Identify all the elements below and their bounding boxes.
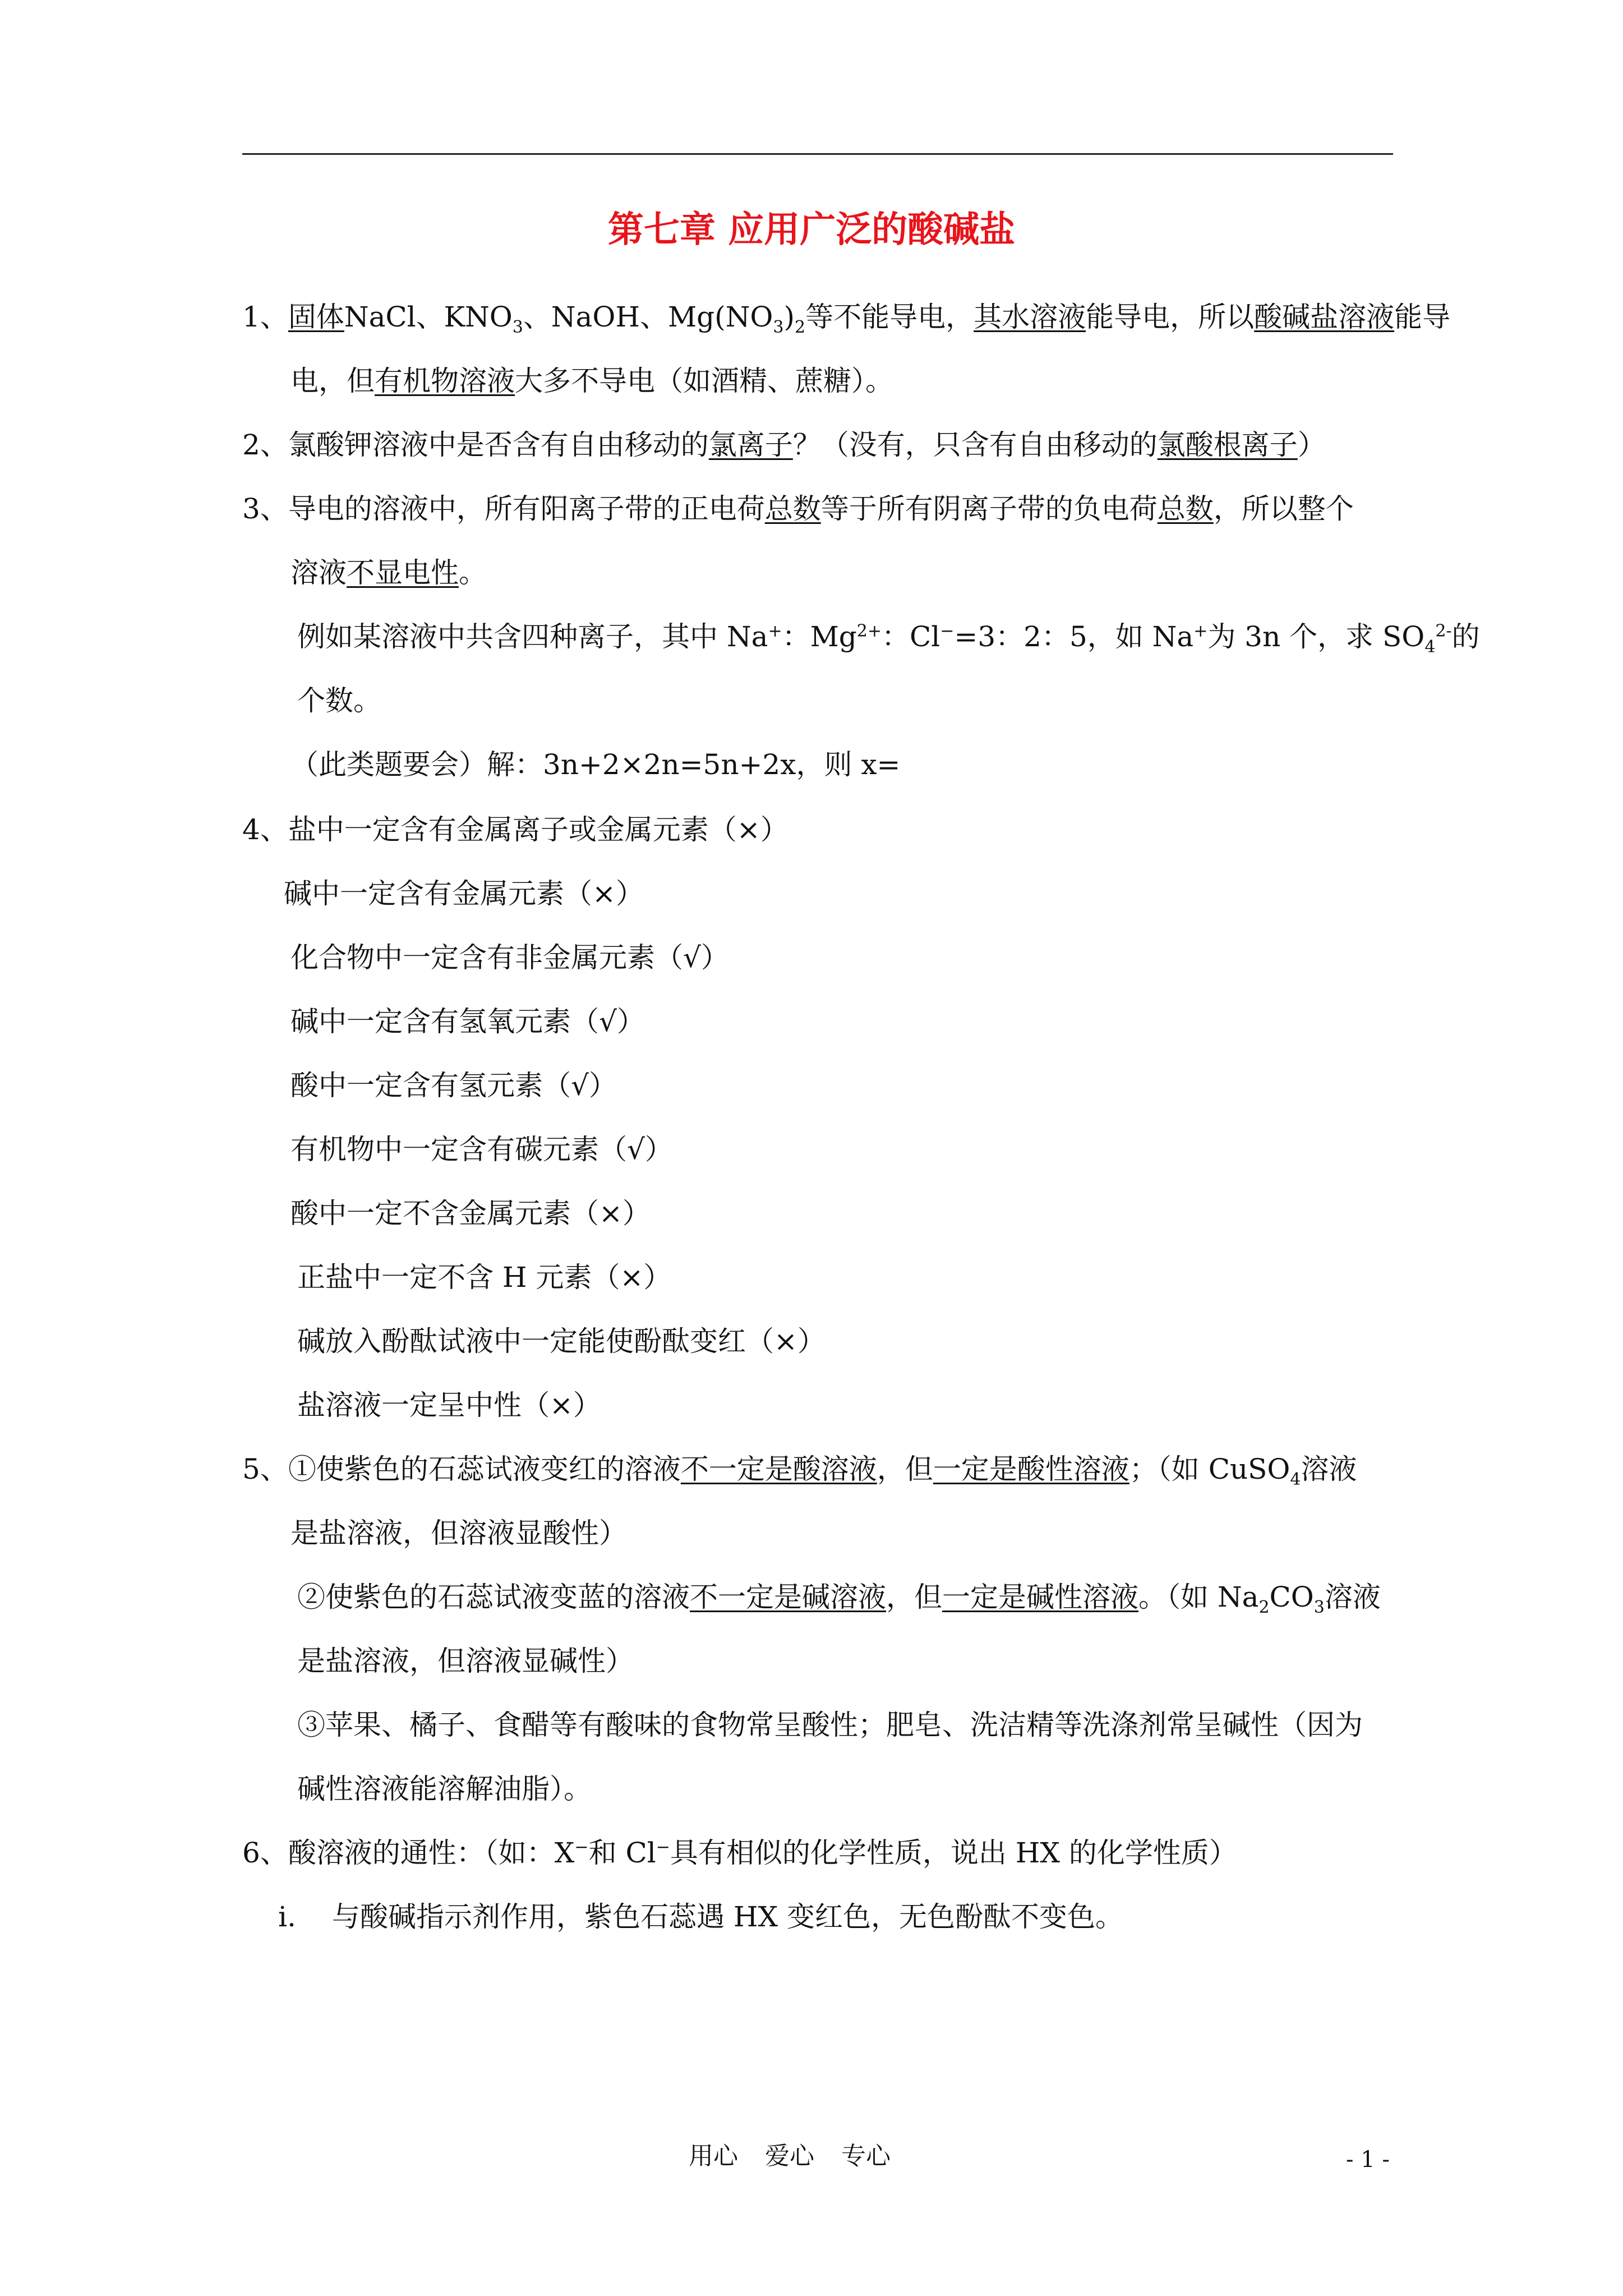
- q1-line2: 电，但有机物溶液大多不导电（如酒精、蔗糖）。: [291, 365, 893, 397]
- q4-item-7: 酸中一定不含金属元素（×）: [291, 1197, 651, 1230]
- q3-example: 例如某溶液中共含四种离子，其中 Na+：$Mg^{2+}$：Cl−=3：2：5，如 Na+为 3n 个，求 $SO_4^{2-}$的: [297, 620, 1480, 657]
- q4-item-5: 酸中一定含有氢元素（√）: [291, 1069, 617, 1102]
- q6-heading: 6、酸溶液的通性：（如：X−和 Cl−具有相似的化学性质，说出 HX 的化学性质）: [242, 1837, 1237, 1869]
- q5-p2-line1: ②使紫色的石蕊试液变蓝的溶液不一定是碱溶液，但一定是碱性溶液。（如 $Na_2CO_3$溶液: [297, 1581, 1381, 1617]
- q4-item-1: 4、盐中一定含有金属离子或金属元素（×）: [242, 813, 789, 846]
- chapter-title: 第七章 应用广泛的酸碱盐: [607, 209, 1016, 251]
- q4-item-9: 碱放入酚酞试液中一定能使酚酞变红（×）: [297, 1325, 826, 1358]
- q3-example-line2: 个数。: [297, 684, 381, 717]
- q4-item-3: 化合物中一定含有非金属元素（√）: [291, 941, 729, 974]
- q5-p1-line2: 是盐溶液，但溶液显酸性）: [291, 1517, 627, 1549]
- q3-line2: 溶液不显电性。: [291, 556, 487, 589]
- q1-line1: 1、固体NaCl、$KNO_3$、NaOH、$Mg(NO_3)_2$等不能导电，其水溶液能导电，所以酸碱盐溶液能导: [242, 301, 1451, 337]
- q2-line: 2、氯酸钾溶液中是否含有自由移动的氯离子？（没有，只含有自由移动的氯酸根离子）: [242, 429, 1326, 461]
- page-number: - 1 -: [1346, 2147, 1390, 2173]
- q6-item-i: i. 与酸碱指示剂作用，紫色石蕊遇 HX 变红色，无色酚酞不变色。: [278, 1901, 1123, 1933]
- page-footer: 用心 爱心 专心: [689, 2142, 891, 2170]
- q3-solution: （此类题要会）解：3n+2×2n=5n+2x，则 x=: [291, 748, 901, 781]
- q4-item-4: 碱中一定含有氢氧元素（√）: [291, 1005, 645, 1038]
- q4-item-2: 碱中一定含有金属元素（×）: [284, 877, 644, 910]
- q4-item-10: 盐溶液一定呈中性（×）: [297, 1389, 601, 1421]
- q5-p1-line1: 5、①使紫色的石蕊试液变红的溶液不一定是酸溶液，但一定是酸性溶液；（如 CuSO$_4$溶液: [242, 1453, 1357, 1489]
- q5-p3-line1: ③苹果、橘子、食醋等有酸味的食物常呈酸性；肥皂、洗洁精等洗涤剂常呈碱性（因为: [297, 1709, 1363, 1741]
- q4-item-8: 正盐中一定不含 H 元素（×）: [297, 1261, 672, 1294]
- q3-line1: 3、导电的溶液中，所有阳离子带的正电荷总数等于所有阴离子带的负电荷总数，所以整个: [242, 493, 1354, 525]
- q4-item-6: 有机物中一定含有碳元素（√）: [291, 1133, 673, 1166]
- q5-p2-line2: 是盐溶液，但溶液显碱性）: [297, 1645, 634, 1677]
- q5-p3-line2: 碱性溶液能溶解油脂）。: [297, 1773, 592, 1805]
- header-rule: [242, 153, 1393, 155]
